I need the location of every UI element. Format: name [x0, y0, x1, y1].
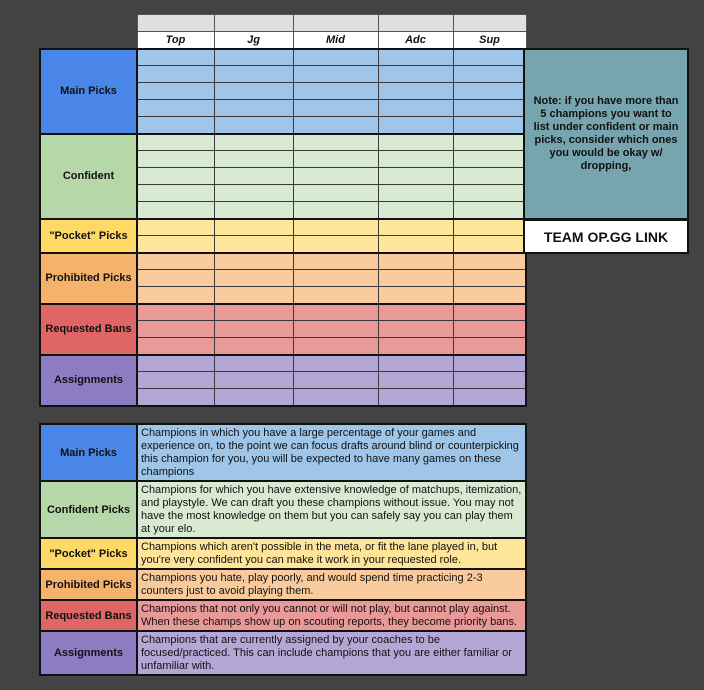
legend-label-confident[interactable]: Confident Picks [40, 481, 137, 538]
category-prohibited[interactable]: Prohibited Picks [40, 253, 137, 304]
prohibited-jg-cell[interactable] [214, 287, 293, 304]
confident-mid-cell[interactable] [293, 168, 378, 185]
assignments-adc-cell[interactable] [378, 355, 453, 372]
main-top-cell[interactable] [137, 83, 214, 100]
main-adc-cell[interactable] [378, 66, 453, 83]
requested-adc-cell[interactable] [378, 338, 453, 355]
requested-mid-cell[interactable] [293, 338, 378, 355]
confident-jg-cell[interactable] [214, 151, 293, 168]
legend-label-assignments[interactable]: Assignments [40, 631, 137, 675]
requested-jg-cell[interactable] [214, 338, 293, 355]
role-header-mid[interactable]: Mid [293, 32, 378, 49]
legend-row-confident [40, 481, 526, 538]
note-box[interactable] [523, 48, 689, 220]
requested-adc-cell[interactable] [378, 304, 453, 321]
requested-sup-cell[interactable] [453, 304, 526, 321]
legend-label-prohibited[interactable]: Prohibited Picks [40, 569, 137, 600]
header-blank-cell[interactable] [214, 15, 293, 32]
legend-desc-prohibited[interactable]: Champions you hate, play poorly, and would spend time practicing 2-3 counters just to avoid playing them. [137, 569, 526, 600]
note-text: Note: if you have more than 5 champions you want to list under confident or main picks, consider which ones you would be okay w/ dropping, [533, 95, 679, 172]
main-top-cell[interactable] [137, 49, 214, 66]
confident-sup-cell[interactable] [453, 202, 526, 219]
prohibited-top-cell[interactable] [137, 287, 214, 304]
legend-row-pocket [40, 538, 526, 569]
confident-adc-cell[interactable] [378, 202, 453, 219]
assignments-adc-cell[interactable] [378, 372, 453, 389]
pocket-top-cell[interactable] [137, 219, 214, 236]
legend-row-prohibited [40, 569, 526, 600]
prohibited-top-cell[interactable] [137, 270, 214, 287]
header-blank-cell[interactable] [453, 15, 526, 32]
team-opgg-link-label: TEAM OP.GG LINK [543, 228, 669, 245]
pocket-mid-cell[interactable] [293, 236, 378, 253]
assignments-jg-cell[interactable] [214, 389, 293, 406]
confident-mid-cell[interactable] [293, 202, 378, 219]
confident-top-cell[interactable] [137, 202, 214, 219]
confident-adc-cell[interactable] [378, 168, 453, 185]
assignments-mid-cell[interactable] [293, 355, 378, 372]
prohibited-sup-cell[interactable] [453, 270, 526, 287]
requested-top-cell[interactable] [137, 321, 214, 338]
prohibited-adc-cell[interactable] [378, 270, 453, 287]
assignments-mid-cell[interactable] [293, 389, 378, 406]
requested-adc-cell[interactable] [378, 321, 453, 338]
main-adc-cell[interactable] [378, 100, 453, 117]
requested-jg-cell[interactable] [214, 321, 293, 338]
category-main[interactable]: Main Picks [40, 49, 137, 134]
legend-row-assignments [40, 631, 526, 675]
legend-row-main [40, 424, 526, 481]
category-assignments[interactable]: Assignments [40, 355, 137, 406]
confident-sup-cell[interactable] [453, 185, 526, 202]
confident-adc-cell[interactable] [378, 134, 453, 151]
confident-adc-cell[interactable] [378, 185, 453, 202]
legend-label-requested[interactable]: Requested Bans [40, 600, 137, 631]
confident-sup-cell[interactable] [453, 168, 526, 185]
main-jg-cell[interactable] [214, 117, 293, 134]
header-roles-row [40, 32, 526, 49]
prohibited-row [40, 253, 526, 270]
main-top-cell[interactable] [137, 100, 214, 117]
prohibited-top-cell[interactable] [137, 253, 214, 270]
assignments-jg-cell[interactable] [214, 372, 293, 389]
main-sup-cell[interactable] [453, 100, 526, 117]
pocket-row [40, 219, 526, 236]
prohibited-adc-cell[interactable] [378, 287, 453, 304]
requested-mid-cell[interactable] [293, 321, 378, 338]
legend-table [39, 423, 527, 676]
prohibited-sup-cell[interactable] [453, 287, 526, 304]
confident-jg-cell[interactable] [214, 134, 293, 151]
category-pocket[interactable]: "Pocket" Picks [40, 219, 137, 253]
prohibited-jg-cell[interactable] [214, 253, 293, 270]
confident-mid-cell[interactable] [293, 185, 378, 202]
main-top-cell[interactable] [137, 66, 214, 83]
assignments-sup-cell[interactable] [453, 372, 526, 389]
pocket-jg-cell[interactable] [214, 219, 293, 236]
requested-sup-cell[interactable] [453, 338, 526, 355]
pocket-sup-cell[interactable] [453, 236, 526, 253]
header-blank-cell[interactable] [137, 15, 214, 32]
pocket-jg-cell[interactable] [214, 236, 293, 253]
legend-label-main[interactable]: Main Picks [40, 424, 137, 481]
requested-top-cell[interactable] [137, 338, 214, 355]
main-mid-cell[interactable] [293, 66, 378, 83]
role-header-adc[interactable]: Adc [378, 32, 453, 49]
legend-label-pocket[interactable]: "Pocket" Picks [40, 538, 137, 569]
legend-desc-main[interactable]: Champions in which you have a large percentage of your games and experience on, to the point we can focus drafts around blind or counterpicking this champion for you, you will be expected to have many games on these champions [137, 424, 526, 481]
main-adc-cell[interactable] [378, 83, 453, 100]
main-mid-cell[interactable] [293, 83, 378, 100]
main-top-cell[interactable] [137, 117, 214, 134]
pocket-top-cell[interactable] [137, 236, 214, 253]
assignments-sup-cell[interactable] [453, 389, 526, 406]
main-jg-cell[interactable] [214, 100, 293, 117]
team-opgg-link[interactable] [523, 219, 689, 254]
assignments-top-cell[interactable] [137, 355, 214, 372]
main-mid-cell[interactable] [293, 117, 378, 134]
pocket-adc-cell[interactable] [378, 236, 453, 253]
legend-desc-assignments[interactable]: Champions that are currently assigned by your coaches to be focused/practiced. This can include champions that you are either familiar or unfamiliar with. [137, 631, 526, 675]
category-requested[interactable]: Requested Bans [40, 304, 137, 355]
main-jg-cell[interactable] [214, 49, 293, 66]
pocket-adc-cell[interactable] [378, 219, 453, 236]
prohibited-mid-cell[interactable] [293, 270, 378, 287]
legend-row-requested [40, 600, 526, 631]
main-sup-cell[interactable] [453, 83, 526, 100]
prohibited-adc-cell[interactable] [378, 253, 453, 270]
confident-sup-cell[interactable] [453, 134, 526, 151]
confident-sup-cell[interactable] [453, 151, 526, 168]
confident-jg-cell[interactable] [214, 168, 293, 185]
prohibited-sup-cell[interactable] [453, 253, 526, 270]
assignments-sup-cell[interactable] [453, 355, 526, 372]
requested-mid-cell[interactable] [293, 304, 378, 321]
prohibited-jg-cell[interactable] [214, 270, 293, 287]
prohibited-mid-cell[interactable] [293, 287, 378, 304]
confident-jg-cell[interactable] [214, 202, 293, 219]
confident-top-cell[interactable] [137, 151, 214, 168]
requested-jg-cell[interactable] [214, 304, 293, 321]
confident-row [40, 134, 526, 151]
role-header-top[interactable]: Top [137, 32, 214, 49]
main-mid-cell[interactable] [293, 100, 378, 117]
confident-jg-cell[interactable] [214, 185, 293, 202]
role-header-jg[interactable]: Jg [214, 32, 293, 49]
main-jg-cell[interactable] [214, 83, 293, 100]
legend-desc-confident[interactable]: Champions for which you have extensive knowledge of matchups, itemization, and playstyle. We can draft you these champions without issue. You may not have the most knowledge on them but you can safely say you can play them at your elo. [137, 481, 526, 538]
confident-mid-cell[interactable] [293, 151, 378, 168]
picks-grid [39, 14, 527, 407]
role-header-sup[interactable]: Sup [453, 32, 526, 49]
requested-row [40, 304, 526, 321]
legend-desc-pocket[interactable]: Champions which aren't possible in the meta, or fit the lane played in, but you're very confident you can make it work in your requested role. [137, 538, 526, 569]
main-mid-cell[interactable] [293, 49, 378, 66]
main-adc-cell[interactable] [378, 117, 453, 134]
confident-top-cell[interactable] [137, 185, 214, 202]
header-blank-row [40, 15, 526, 32]
assignments-mid-cell[interactable] [293, 372, 378, 389]
assignments-top-cell[interactable] [137, 372, 214, 389]
confident-top-cell[interactable] [137, 134, 214, 151]
requested-top-cell[interactable] [137, 304, 214, 321]
main-adc-cell[interactable] [378, 49, 453, 66]
main-sup-cell[interactable] [453, 117, 526, 134]
main-row [40, 49, 526, 66]
requested-sup-cell[interactable] [453, 321, 526, 338]
confident-adc-cell[interactable] [378, 151, 453, 168]
assignments-top-cell[interactable] [137, 389, 214, 406]
header-blank-cell[interactable] [293, 15, 378, 32]
main-sup-cell[interactable] [453, 49, 526, 66]
assignments-jg-cell[interactable] [214, 355, 293, 372]
main-jg-cell[interactable] [214, 66, 293, 83]
confident-top-cell[interactable] [137, 168, 214, 185]
main-sup-cell[interactable] [453, 66, 526, 83]
prohibited-mid-cell[interactable] [293, 253, 378, 270]
header-blank-cell[interactable] [378, 15, 453, 32]
pocket-mid-cell[interactable] [293, 219, 378, 236]
assignments-adc-cell[interactable] [378, 389, 453, 406]
category-confident[interactable]: Confident [40, 134, 137, 219]
confident-mid-cell[interactable] [293, 134, 378, 151]
assignments-row [40, 355, 526, 372]
pocket-sup-cell[interactable] [453, 219, 526, 236]
legend-desc-requested[interactable]: Champions that not only you cannot or will not play, but cannot play against. When these champs show up on scouting reports, they become priority bans. [137, 600, 526, 631]
